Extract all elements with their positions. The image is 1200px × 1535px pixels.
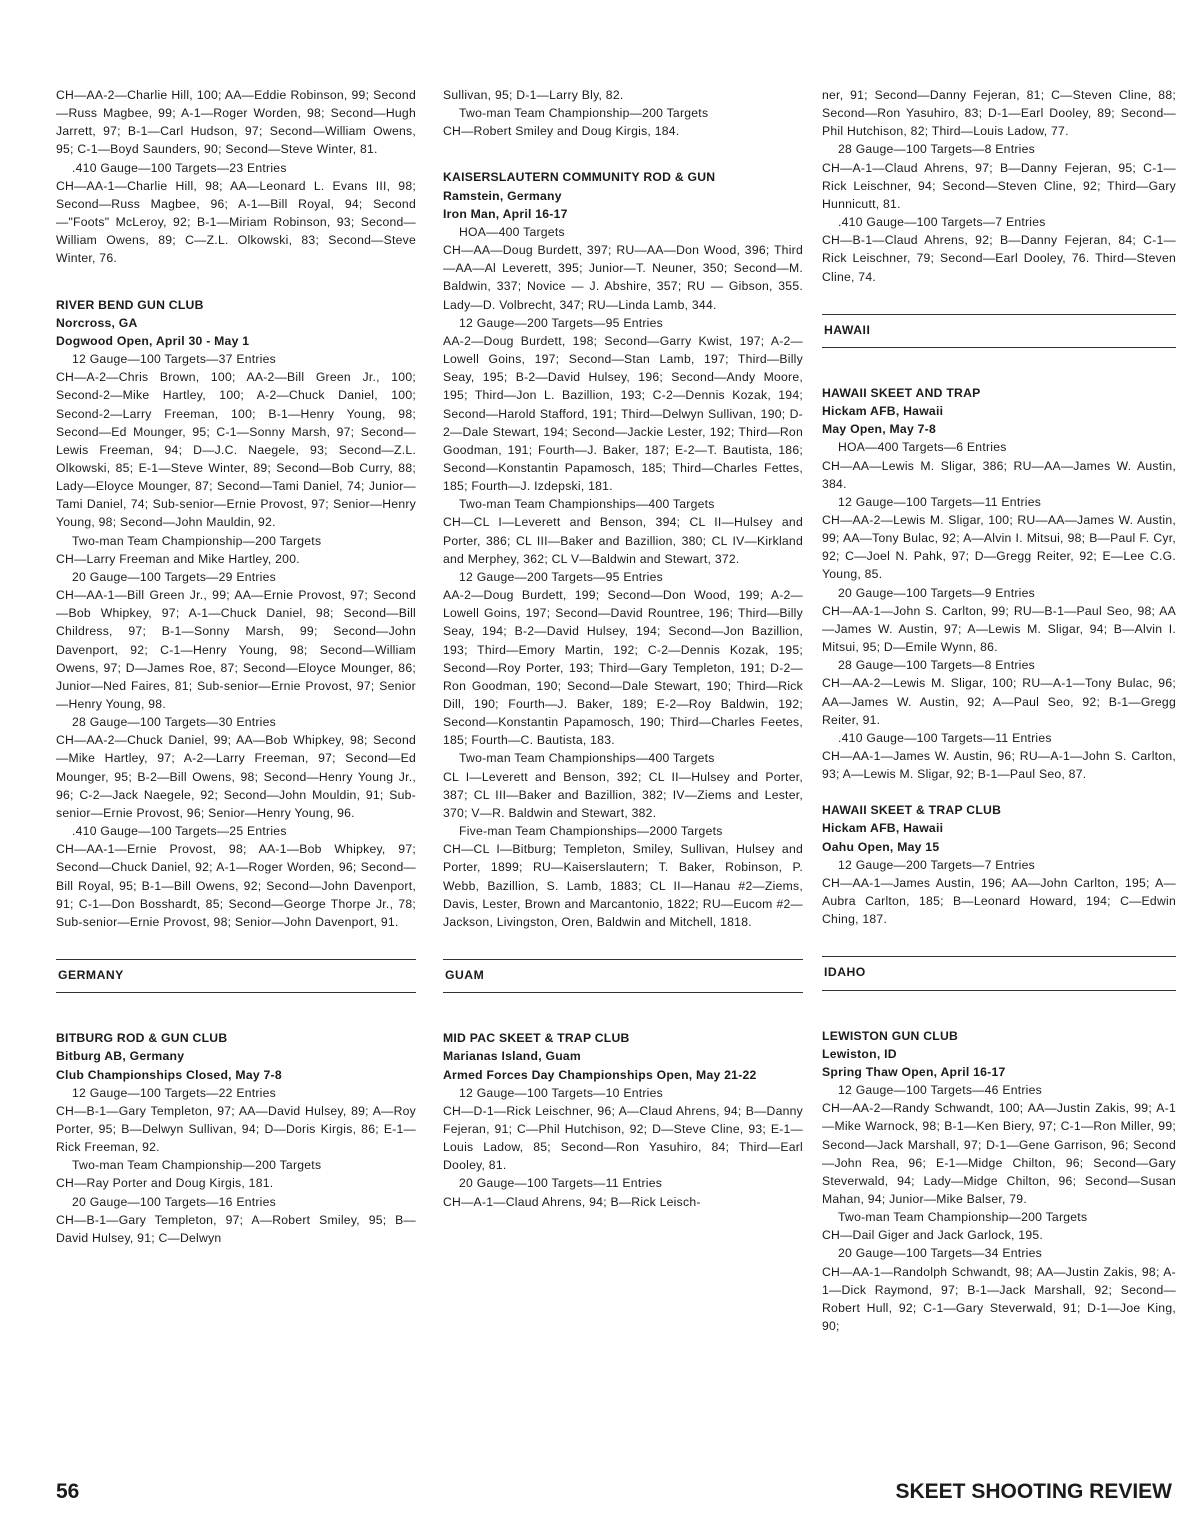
results-paragraph: CH—Ray Porter and Doug Kirgis, 181. — [56, 1176, 274, 1191]
results-paragraph: AA-2—Doug Burdett, 199; Second—Don Wood, 199; A-2—Lowell Goins, 197; Second—David Rountree, 196; Third—Billy Seay, 194; B-2—David Hulsey, 194; Second—Jon Bazillion, 193; Third—Emory Martin, 192; C-2—Dennis Kozak, 195; Second—Roy Porter, 193; Third—Gary Templeton, 191; D-2—Ron Goodman, 190; Second—Dale Stewart, 190; Third—Rick Dill, 190; Fourth—J. Baker, 189; E-2—Roy Baldwin, 192; Second—Konstantin Papamosch, 190; Third—Charles Feetes, 185; Fourth—C. Bautista, 183. — [443, 588, 803, 748]
event-heading: 20 Gauge—100 Targets—11 Entries — [459, 1176, 663, 1191]
event-heading: HOA—400 Targets—6 Entries — [838, 440, 1007, 455]
club-name: HAWAII SKEET AND TRAP — [822, 385, 981, 400]
event-heading: Two-man Team Championship—200 Targets — [72, 533, 322, 548]
results-paragraph: CH—Dail Giger and Jack Garlock, 195. — [822, 1228, 1044, 1243]
event-heading: 12 Gauge—100 Targets—46 Entries — [838, 1083, 1042, 1098]
results-paragraph: CL I—Leverett and Benson, 392; CL II—Hulsey and Porter, 387; CL III—Baker and Bazillion, 382; IV—Ziems and Lester, 370; V—R. Baldwin and Stewart, 382. — [443, 769, 803, 820]
results-paragraph: CH—Larry Freeman and Mike Hartley, 200. — [56, 551, 300, 566]
club-name: KAISERSLAUTERN COMMUNITY ROD & GUN — [443, 170, 716, 185]
results-paragraph: CH—AA—Lewis M. Sligar, 386; RU—AA—James W. Austin, 384. — [822, 458, 1176, 491]
event-name: Dogwood Open, April 30 - May 1 — [56, 333, 250, 348]
club-name: RIVER BEND GUN CLUB — [56, 297, 204, 312]
results-paragraph: CH—Robert Smiley and Doug Kirgis, 184. — [443, 124, 680, 139]
event-name: Iron Man, April 16-17 — [443, 206, 568, 221]
event-heading: Two-man Team Championships—400 Targets — [459, 751, 715, 766]
state-heading: HAWAII — [822, 314, 1176, 348]
column-3 — [822, 86, 1176, 1335]
results-paragraph: CH—AA-1—James Austin, 196; AA—John Carlton, 195; A—Aubra Carlton, 185; B—Leonard Howard, 194; C—Edwin Ching, 187. — [822, 875, 1176, 927]
event-heading: 12 Gauge—100 Targets—11 Entries — [838, 494, 1042, 509]
results-paragraph: CH—AA-1—John S. Carlton, 99; RU—B-1—Paul Seo, 98; AA—James W. Austin, 97; A—Lewis M. Sligar, 94; B—Alvin I. Mitsui, 95; D—Emile Wynn, 86. — [822, 603, 1176, 655]
results-paragraph: AA-2—Doug Burdett, 198; Second—Garry Kwist, 197; A-2—Lowell Goins, 197; Second—Stan Lamb, 197; Third—Billy Seay, 195; B-2—David Hulsey, 196; Second—Andy Moore, 195; Third—Jon L. Bazillion, 193; C-2—Dennis Kozak, 194; Second—Harold Stafford, 191; Third—Delwyn Sullivan, 190; D-2—Dale Stewart, 194; Second—Jackie Lester, 192; Third—Ron Goodman, 191; Fourth—J. Baker, 187; E-2—T. Bautista, 186; Second—Konstantin Papamosch, 185; Third—Charles Fettes, 185; Fourth—J. Izdepski, 181. — [443, 333, 803, 494]
event-heading: 28 Gauge—100 Targets—8 Entries — [838, 658, 1035, 673]
event-heading: 20 Gauge—100 Targets—34 Entries — [838, 1246, 1042, 1261]
event-heading: .410 Gauge—100 Targets—25 Entries — [72, 824, 287, 839]
club-location: Norcross, GA — [56, 315, 138, 330]
event-heading: 20 Gauge—100 Targets—9 Entries — [838, 585, 1035, 600]
event-name: Club Championships Closed, May 7-8 — [56, 1067, 282, 1082]
club-location: Bitburg AB, Germany — [56, 1049, 185, 1064]
results-paragraph: CH—AA-2—Lewis M. Sligar, 100; RU—AA—James W. Austin, 99; AA—Tony Bulac, 92; A—Alvin I. Mitsui, 98; B—Paul F. Cyr, 92; C—Joel N. Pahk, 97; D—Gregg Reiter, 92; E—Lee C.G. Young, 85. — [822, 512, 1176, 582]
results-paragraph: CH—AA—Doug Burdett, 397; RU—AA—Don Wood, 396; Third—AA—Al Leverett, 395; Junior—T. Neuner, 350; Second—M. Baldwin, 337; Novice — J. Abshire, 357; RU — Gibson, 355. Lady—D. Volbrecht, 347; RU—Linda Lamb, 344. — [443, 243, 803, 312]
results-paragraph: ner, 91; Second—Danny Fejeran, 81; C—Steven Cline, 88; Second—Ron Yasuhiro, 83; D-1—Earl Dooley, 89; Second—Phil Hutchison, 82; Third—Louis Ladow, 77. — [822, 88, 1176, 139]
club-location: Ramstein, Germany — [443, 188, 562, 203]
column-1 — [56, 86, 416, 1247]
running-footer: SKEET SHOOTING REVIEW — [895, 1480, 1172, 1503]
club-name: MID PAC SKEET & TRAP CLUB — [443, 1031, 630, 1046]
results-paragraph: CH—CL I—Leverett and Benson, 394; CL II—Hulsey and Porter, 386; CL III—Baker and Bazillion, 380; CL IV—Kirkland and Merphey, 362; CL V—Baldwin and Stewart, 372. — [443, 515, 803, 566]
club-name: BITBURG ROD & GUN CLUB — [56, 1031, 228, 1046]
results-paragraph: CH—CL I—Bitburg; Templeton, Smiley, Sullivan, Hulsey and Porter, 1899; RU—Kaiserslautern; T. Baker, Robinson, P. Webb, Bazillion, S. Lamb, 1883; CL II—Hanau #2—Ziems, Davis, Lester, Brown and Marcantonio, 1822; RU—Eucom #2—Jackson, Livingston, Oren, Baldwin and Mitchell, 1818. — [443, 842, 803, 929]
event-name: Armed Forces Day Championships Open, May 21-22 — [443, 1067, 757, 1082]
event-heading: Two-man Team Championship—200 Targets — [459, 106, 709, 121]
results-paragraph: CH—A-2—Chris Brown, 100; AA-2—Bill Green Jr., 100; Second-2—Mike Hartley, 100; A-2—Chuck Daniel, 100; Second-2—Larry Freeman, 100; B-1—Henry Young, 98; Second—Ed Mounger, 95; C-1—Sonny Marsh, 97; Second—Lewis Freeman, 94; D—J.C. Naegele, 93; Second—Z.L. Olkowski, 85; E-1—Steve Winter, 89; Second—Bob Curry, 88; Lady—Eloyce Mounger, 87; Second—Tami Daniel, 74; Junior—Tami Daniel, 74; Sub-senior—Ernie Provost, 97; Senior—Henry Young, 98; Second—John Mauldin, 92. — [56, 370, 416, 530]
results-paragraph: CH—A-1—Claud Ahrens, 97; B—Danny Fejeran, 95; C-1—Rick Leischner, 94; Second—Steven Cline, 92; Third—Gary Hunnicutt, 81. — [822, 160, 1176, 211]
event-heading: 20 Gauge—100 Targets—16 Entries — [72, 1194, 276, 1209]
state-heading: GUAM — [443, 959, 803, 993]
club-location: Hickam AFB, Hawaii — [822, 821, 944, 836]
page-number: 56 — [56, 1480, 80, 1503]
event-heading: 28 Gauge—100 Targets—30 Entries — [72, 715, 276, 730]
event-heading: 28 Gauge—100 Targets—8 Entries — [838, 142, 1035, 157]
event-heading: 20 Gauge—100 Targets—29 Entries — [72, 569, 276, 584]
results-paragraph: CH—AA-2—Lewis M. Sligar, 100; RU—A-1—Tony Bulac, 96; AA—James W. Austin, 92; A—Paul Seo, 92; B-1—Gregg Reiter, 91. — [822, 676, 1176, 727]
event-heading: Two-man Team Championship—200 Targets — [72, 1158, 322, 1173]
event-heading: 12 Gauge—200 Targets—95 Entries — [459, 315, 663, 330]
event-heading: 12 Gauge—200 Targets—95 Entries — [459, 569, 663, 584]
state-heading: GERMANY — [56, 959, 416, 993]
results-paragraph: CH—AA-1—Ernie Provost, 98; AA-1—Bob Whipkey, 97; Second—Chuck Daniel, 92; A-1—Roger Worden, 96; Second—Bill Royal, 95; B-1—Bill Owens, 92; Second—John Davenport, 91; C-1—Don Bosshardt, 85; Second—George Thorpe Jr., 78; Sub-senior—Ernie Provost, 98; Senior—John Davenport, 91. — [56, 842, 416, 929]
club-name: HAWAII SKEET & TRAP CLUB — [822, 803, 1002, 818]
event-heading: .410 Gauge—100 Targets—7 Entries — [838, 215, 1046, 230]
results-paragraph: CH—B-1—Gary Templeton, 97; A—Robert Smiley, 95; B—David Hulsey, 91; C—Delwyn — [56, 1212, 416, 1245]
results-paragraph: CH—AA-2—Randy Schwandt, 100; AA—Justin Zakis, 99; A-1—Mike Warnock, 98; B-1—Ken Biery, 97; C-1—Ron Miller, 99; Second—Jack Marshall, 97; D-1—Gene Garrison, 96; Second—John Rea, 96; E-1—Midge Chilton, 96; Second—Gary Steverwald, 94; Lady—Midge Chilton, 96; Second—Susan Mahan, 94; Junior—Mike Balser, 79. — [822, 1101, 1176, 1206]
event-heading: 12 Gauge—200 Targets—7 Entries — [838, 857, 1035, 872]
state-heading: IDAHO — [822, 956, 1176, 990]
results-paragraph: CH—B-1—Claud Ahrens, 92; B—Danny Fejeran, 84; C-1—Rick Leischner, 79; Second—Earl Dooley, 76. Third—Steven Cline, 74. — [822, 233, 1176, 284]
event-name: May Open, May 7-8 — [822, 422, 936, 437]
event-heading: 12 Gauge—100 Targets—10 Entries — [459, 1085, 663, 1100]
club-name: LEWISTON GUN CLUB — [822, 1028, 959, 1043]
column-2 — [443, 86, 803, 1211]
event-heading: 12 Gauge—100 Targets—37 Entries — [72, 352, 276, 367]
event-name: Spring Thaw Open, April 16-17 — [822, 1064, 1006, 1079]
event-heading: .410 Gauge—100 Targets—23 Entries — [72, 160, 287, 175]
event-heading: Two-man Team Championship—200 Targets — [838, 1210, 1088, 1225]
results-paragraph: CH—AA-1—James W. Austin, 96; RU—A-1—John S. Carlton, 93; A—Lewis M. Sligar, 92; B-1—Paul Seo, 87. — [822, 749, 1176, 782]
results-paragraph: CH—AA-1—Charlie Hill, 98; AA—Leonard L. Evans III, 98; Second—Russ Magbee, 96; A-1—Bill Royal, 94; Second—"Foots" McLeroy, 92; B-1—Miriam Robinson, 93; Second—William Owens, 89; C—Z.L. Olkowski, 83; Second—Steve Winter, 76. — [56, 178, 416, 266]
club-location: Hickam AFB, Hawaii — [822, 404, 944, 419]
results-paragraph: CH—AA-2—Chuck Daniel, 99; AA—Bob Whipkey, 98; Second—Mike Hartley, 97; A-2—Larry Freeman, 97; Second—Ed Mounger, 95; B-2—Bill Owens, 98; Second—Henry Young Jr., 96; C-2—Jack Naegele, 92; Second—John Mouldin, 91; Sub-senior—Ernie Provost, 96; Senior—Henry Young, 96. — [56, 733, 416, 820]
event-heading: Two-man Team Championships—400 Targets — [459, 497, 715, 512]
results-paragraph: CH—B-1—Gary Templeton, 97; AA—David Hulsey, 89; A—Roy Porter, 95; B—Delwyn Sullivan, 94; D—Doris Kirgis, 86; E-1—Rick Freeman, 92. — [56, 1103, 416, 1155]
results-paragraph: CH—AA-2—Charlie Hill, 100; AA—Eddie Robinson, 99; Second—Russ Magbee, 99; A-1—Roger Worden, 98; Second—Hugh Jarrett, 97; B-1—Carl Hudson, 97; Second—William Owens, 95; C-1—Boyd Saunders, 90; Second—Steve Winter, 81. — [56, 88, 416, 157]
event-heading: .410 Gauge—100 Targets—11 Entries — [838, 730, 1052, 745]
event-heading: Five-man Team Championships—2000 Targets — [459, 824, 723, 839]
event-heading: HOA—400 Targets — [459, 224, 565, 239]
results-paragraph: CH—AA-1—Bill Green Jr., 99; AA—Ernie Provost, 97; Second—Bob Whipkey, 97; A-1—Chuck Daniel, 98; Second—Bill Childress, 97; B-1—Sonny Marsh, 99; Second—John Davenport, 92; C-1—Henry Young, 98; Second—William Owens, 97; D—James Roe, 87; Second—Eloyce Mounger, 86; Junior—Ned Faires, 81; Sub-senior—Ernie Provost, 97; Senior—Henry Young, 98. — [56, 588, 416, 711]
results-paragraph: CH—AA-1—Randolph Schwandt, 98; AA—Justin Zakis, 98; A-1—Dick Raymond, 97; B-1—Jack Marshall, 92; Second—Robert Hull, 92; C-1—Gary Steverwald, 91; D-1—Joe King, 90; — [822, 1264, 1176, 1334]
results-paragraph: CH—A-1—Claud Ahrens, 94; B—Rick Leisch- — [443, 1194, 701, 1209]
club-location: Marianas Island, Guam — [443, 1049, 582, 1064]
event-name: Oahu Open, May 15 — [822, 839, 940, 854]
results-paragraph: Sullivan, 95; D-1—Larry Bly, 82. — [443, 88, 624, 102]
event-heading: 12 Gauge—100 Targets—22 Entries — [72, 1085, 276, 1100]
results-paragraph: CH—D-1—Rick Leischner, 96; A—Claud Ahrens, 94; B—Danny Fejeran, 91; C—Phil Hutchison, 92; D—Steve Cline, 93; E-1—Louis Ladow, 85; Second—Ron Yasuhiro, 84; Third—Earl Dooley, 81. — [443, 1103, 803, 1173]
club-location: Lewiston, ID — [822, 1046, 897, 1061]
